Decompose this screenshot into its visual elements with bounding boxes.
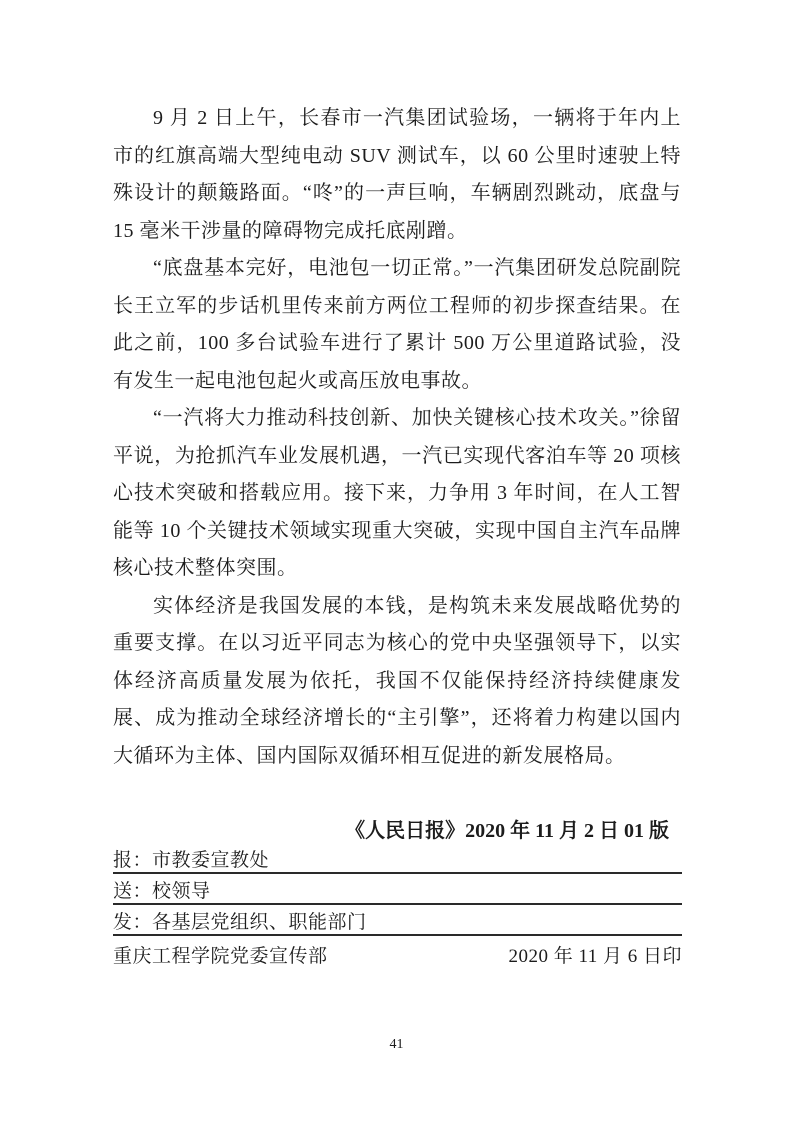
distribution-row-send: 送：校领导 — [113, 874, 682, 905]
body-paragraph-1: 9 月 2 日上午，长春市一汽集团试验场，一辆将于年内上市的红旗高端大型纯电动 SUV 测试车，以 60 公里时速驶上特殊设计的颠簸路面。“咚”的一声巨响，车辆剧烈跳动，底盘与 15 毫米干涉量的障碍物完成托底剐蹭。 — [113, 107, 681, 242]
body-paragraph-3: “一汽将大力推动科技创新、加快关键核心技术攻关。”徐留平说，为抢抓汽车业发展机遇，一汽已实现代客泊车等 20 项核心技术突破和搭载应用。接下来，力争用 3 年时间，在人工智能等 10 个关键技术领域实现重大突破，实现中国自主汽车品牌核心技术整体突围。 — [113, 407, 681, 579]
body-paragraph-4: 实体经济是我国发展的本钱，是构筑未来发展战略优势的重要支撑。在以习近平同志为核心的党中央坚强领导下，以实体经济高质量发展为依托，我国不仅能保持经济持续健康发展、成为推动全球经济增长的“主引擎”，还将着力构建以国内大循环为主体、国内国际双循环相互促进的新发展格局。 — [113, 594, 681, 767]
distribution-row-issue: 发：各基层党组织、职能部门 — [113, 905, 682, 936]
distribution-footer — [113, 936, 682, 967]
article-body — [113, 100, 681, 851]
body-paragraph-2: “底盘基本完好，电池包一切正常。”一汽集团研发总院副院长王立军的步话机里传来前方两位工程师的初步探查结果。在此之前，100 多台试验车进行了累计 500 万公里道路试验，没有发生一起电池包起火或高压放电事故。 — [113, 257, 681, 392]
source-citation: 《人民日报》2020 年 11 月 2 日 01 版 — [345, 820, 669, 842]
issuer-name: 重庆工程学院党委宣传部 — [113, 946, 328, 967]
distribution-block — [113, 843, 682, 967]
page-number: 41 — [389, 1037, 404, 1052]
distribution-row-report: 报：市教委宣教处 — [113, 843, 682, 874]
print-date: 2020 年 11 月 6 日印 — [508, 946, 682, 967]
